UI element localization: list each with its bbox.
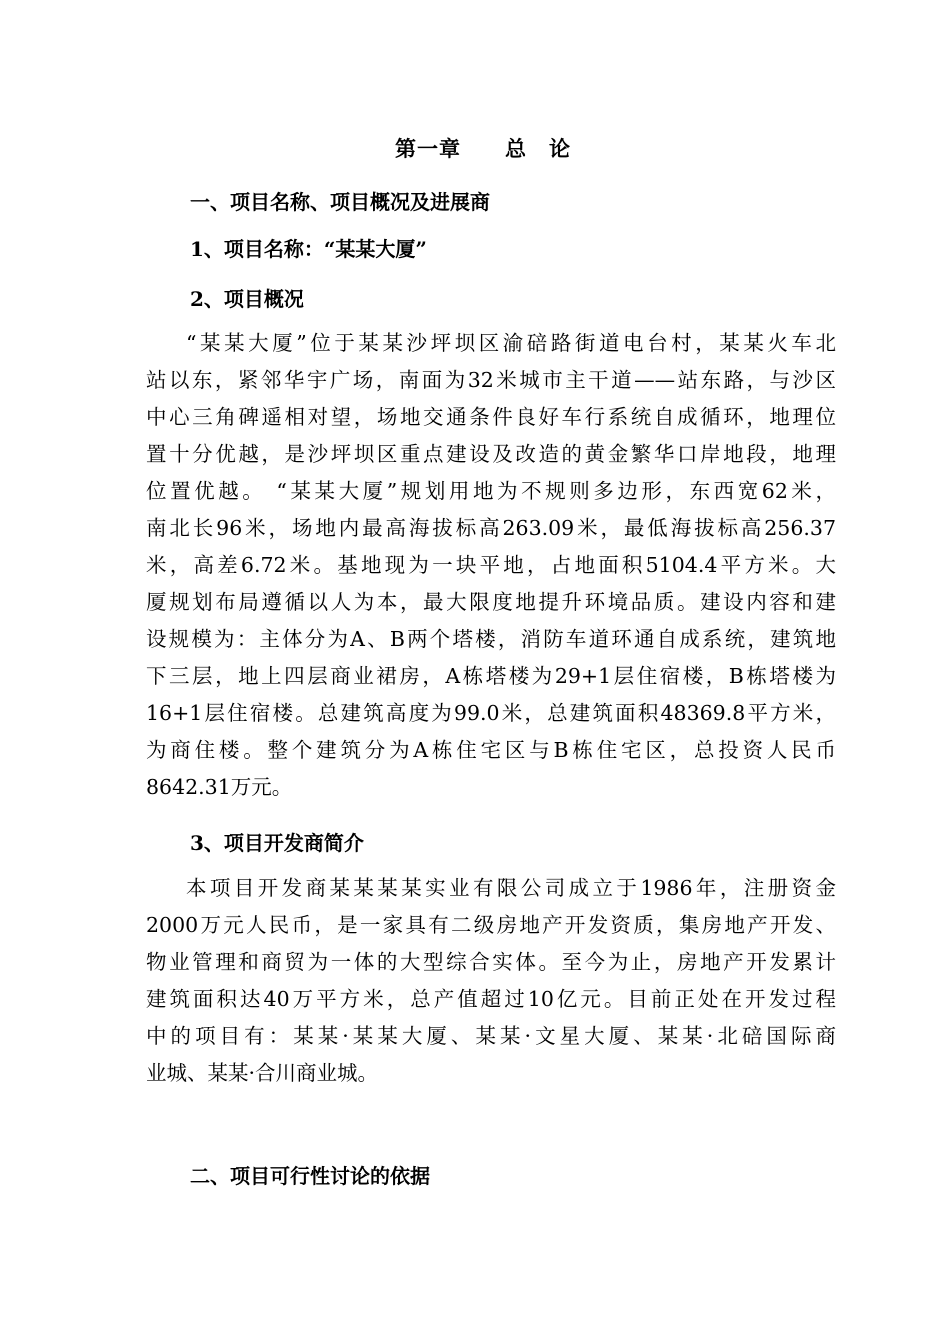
developer-line: 业城、某某·合川商业城。 [146,1061,379,1085]
overview-line: 站以东，紧邻华宇广场，南面为32米城市主干道——站东路，与沙区 [146,368,836,392]
chapter-title: 第一章 总 论 [395,136,571,161]
overview-line: 16+1层住宿楼。总建筑高度为99.0米，总建筑面积48369.8平方米， [146,701,836,725]
overview-line: “某某大厦”位于某某沙坪坝区渝碚路街道电台村，某某火车北 [186,331,836,355]
overview-line: 下三层，地上四层商业裙房，A栋塔楼为29+1层住宿楼，B栋塔楼为 [146,664,836,688]
developer-line: 本项目开发商某某某某实业有限公司成立于1986年，注册资金 [186,876,836,900]
section-heading-project-info: 一、项目名称、项目概况及进展商 [190,190,490,214]
item-heading-project-overview: 2、项目概况 [190,287,304,311]
developer-paragraph [146,870,836,1092]
overview-line: 厦规划布局遵循以人为本，最大限度地提升环境品质。建设内容和建 [146,590,836,614]
item-heading-project-name: 1、项目名称：“某某大厦” [190,237,427,261]
overview-line: 南北长96米，场地内最高海拔标高263.09米，最低海拔标高256.37 [146,516,836,540]
overview-line: 位置优越。 “某某大厦”规划用地为不规则多边形，东西宽62米， [146,479,836,503]
developer-line: 建筑面积达40万平方米，总产值超过10亿元。目前正处在开发过程 [146,987,836,1011]
overview-line: 米，高差6.72米。基地现为一块平地，占地面积5104.4平方米。大 [146,553,836,577]
overview-paragraph [146,325,836,806]
overview-line: 中心三角碑遥相对望，场地交通条件良好车行系统自成循环，地理位 [146,405,836,429]
developer-line: 中的项目有：某某·某某大厦、某某·文星大厦、某某·北碚国际商 [146,1024,836,1048]
overview-line: 置十分优越，是沙坪坝区重点建设及改造的黄金繁华口岸地段，地理 [146,442,836,466]
developer-line: 物业管理和商贸为一体的大型综合实体。至今为止，房地产开发累计 [146,950,836,974]
overview-line: 设规模为：主体分为A、B两个塔楼，消防车道环通自成系统，建筑地 [146,627,836,651]
section-heading-feasibility-basis: 二、项目可行性讨论的依据 [190,1164,430,1188]
item-heading-developer-profile: 3、项目开发商简介 [190,831,364,855]
overview-line: 8642.31万元。 [146,775,293,799]
overview-line: 为商住楼。整个建筑分为A栋住宅区与B栋住宅区，总投资人民币 [146,738,836,762]
developer-line: 2000万元人民币，是一家具有二级房地产开发资质，集房地产开发、 [146,913,836,937]
